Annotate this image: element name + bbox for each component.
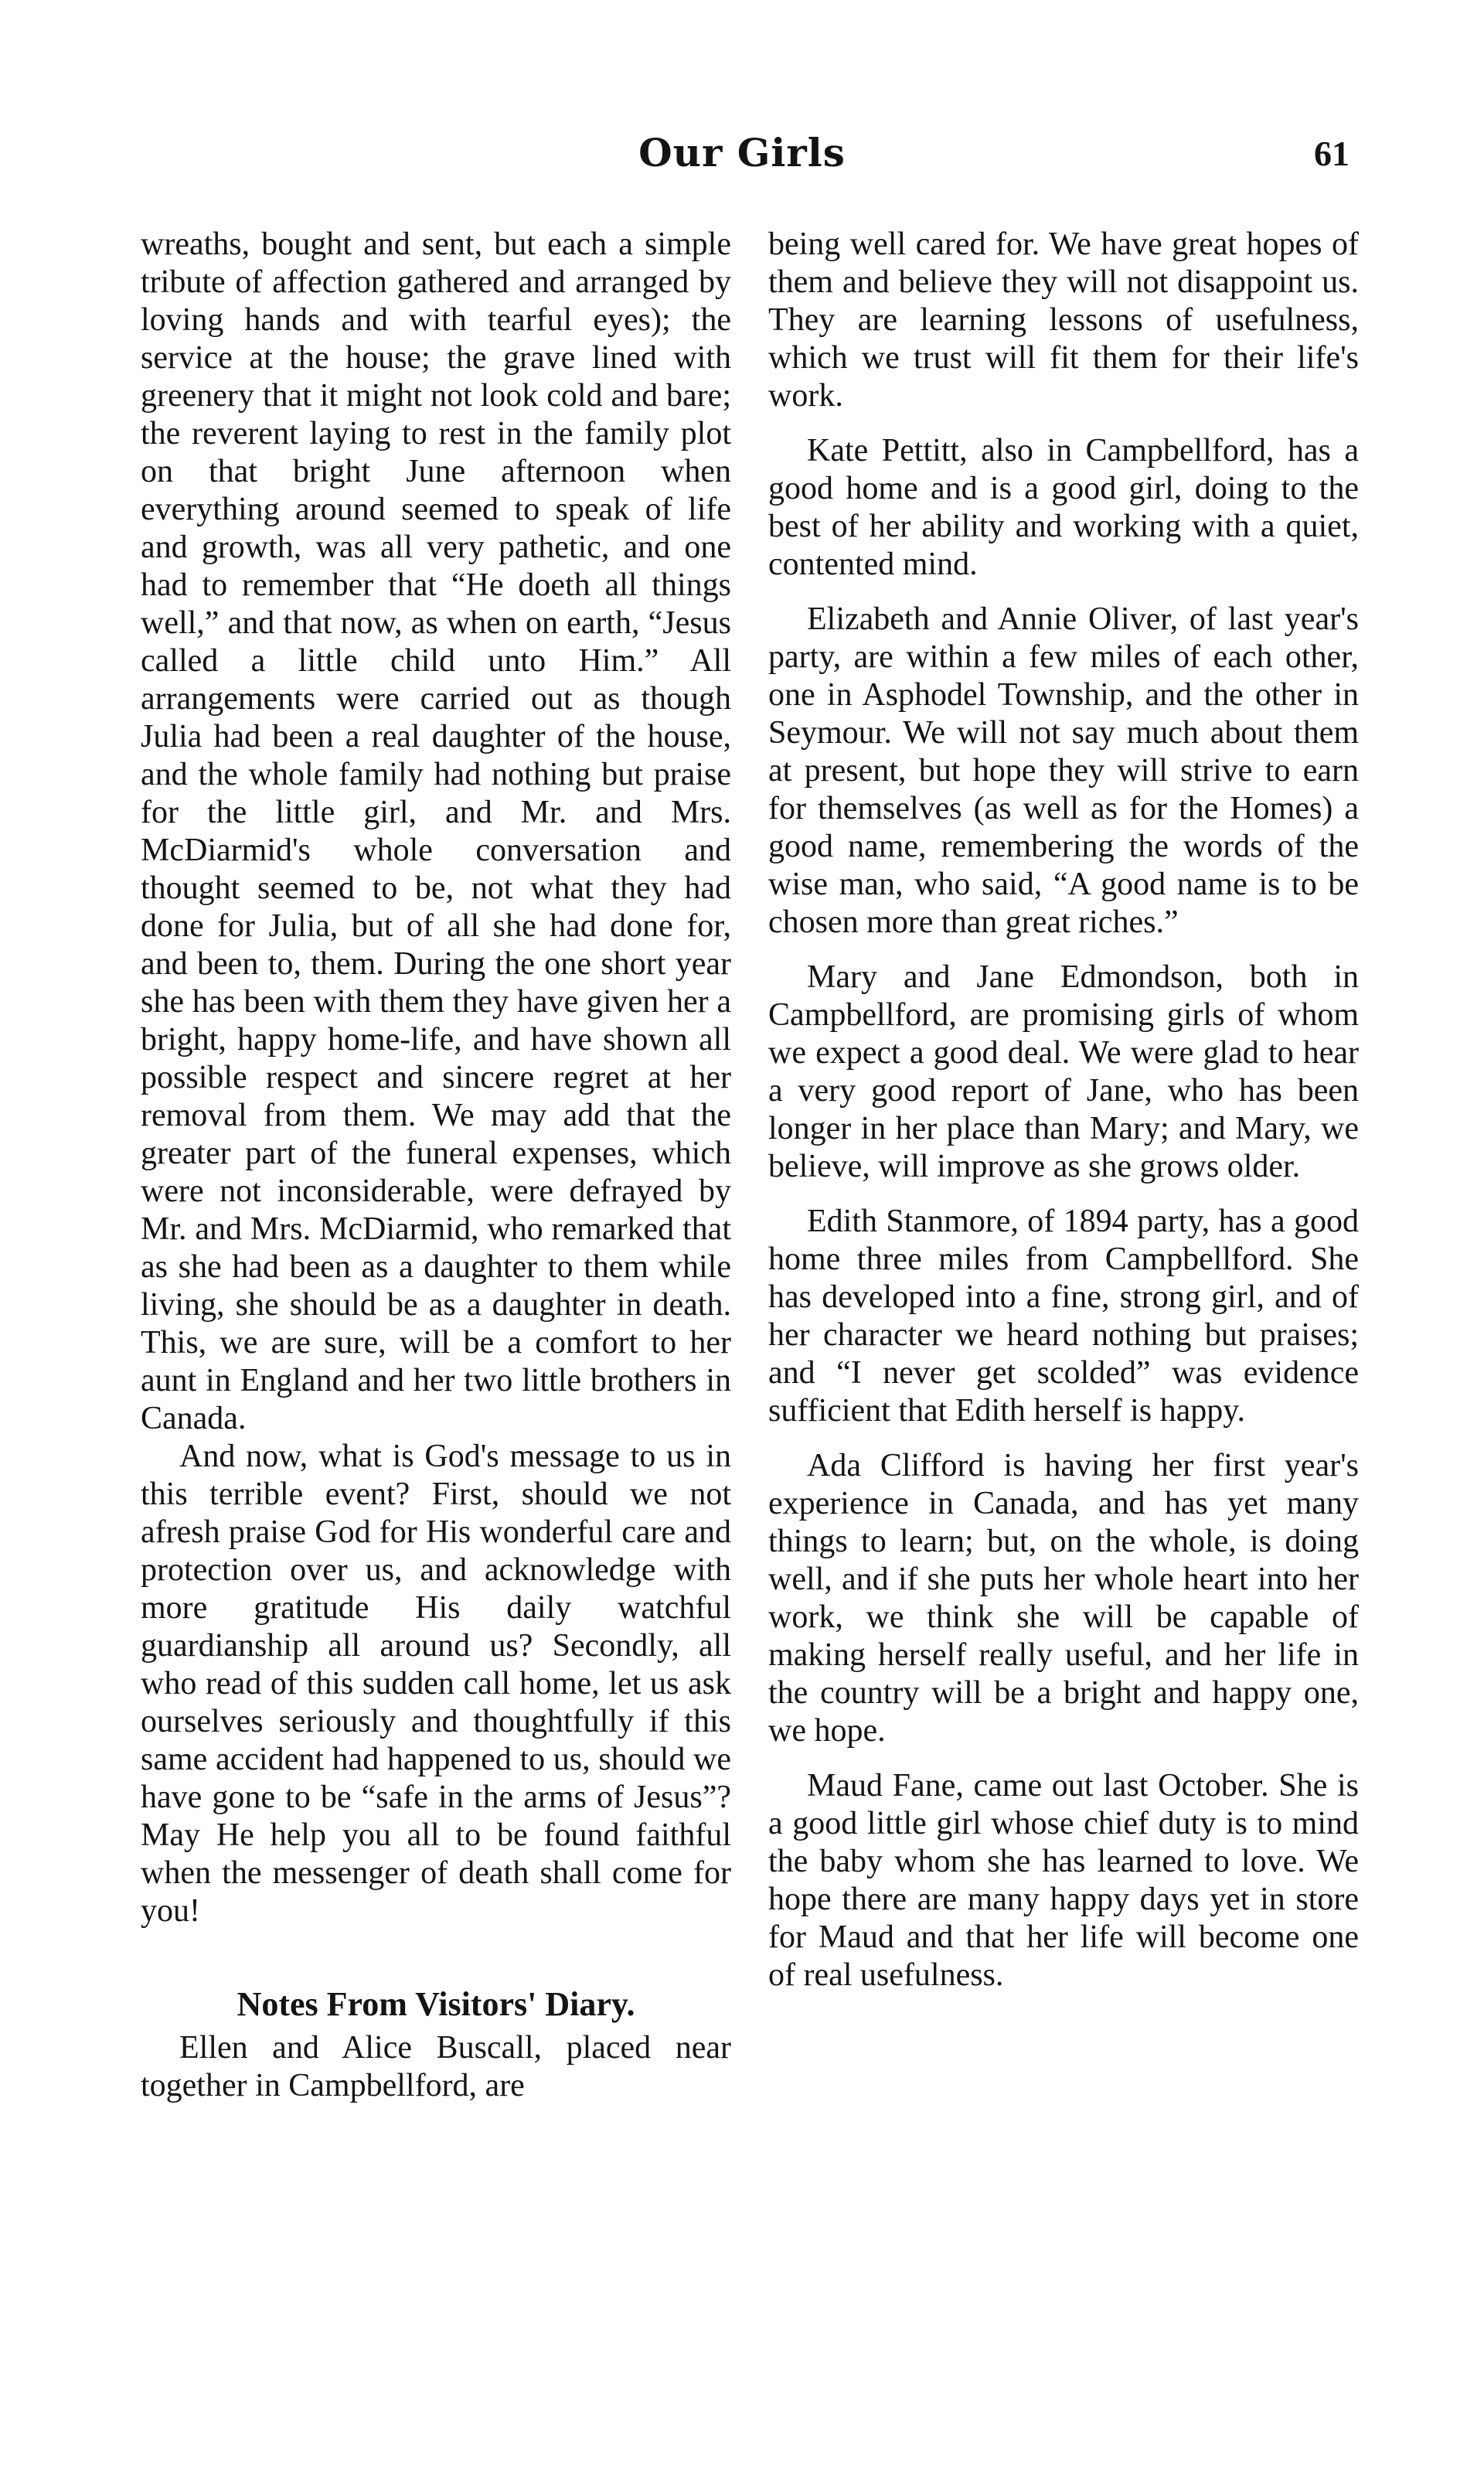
right-column [768, 226, 1359, 2011]
body-paragraph: wreaths, bought and sent, but each a simple tribute of affection gathered and arranged by loving hands and with tearful eyes); the service at the house; the grave lined with greenery that it might not look cold and bare; the reverent laying to rest in the family plot on that bright June afternoon when everything around seemed to speak of life and growth, was all very pathetic, and one had to remember that “He doeth all things well,” and that now, as when on earth, “Jesus called a little child unto Him.” All arrangements were carried out as though Julia had been a real daughter of the house, and the whole family had nothing but praise for the little girl, and Mr. and Mrs. McDiarmid's whole conversation and thought seemed to be, not what they had done for Julia, but of all she had done for, and been to, them. During the one short year she has been with them they have given her a bright, happy home-life, and have shown all possible respect and sincere regret at her removal from them. We may add that the greater part of the funeral expenses, which were not inconsiderable, were defrayed by Mr. and Mrs. McDiarmid, who remarked that as she had been as a daughter to them while living, she should be as a daughter in death. This, we are sure, will be a comfort to her aunt in England and her two little brothers in Canada. [141, 227, 731, 1436]
body-paragraph: being well cared for. We have great hopes of them and believe they will not disappoint us. They are learning lessons of usefulness, which we trust will fit them for their life's work. [768, 227, 1359, 414]
body-paragraph: Ada Clifford is having her first year's experience in Canada, and has yet many things to learn; but, on the whole, is doing well, and if she puts her whole heart into her work, we think she will be capable of making herself really useful, and her life in the country will be a bright and happy one, we hope. [768, 1448, 1359, 1749]
body-paragraph: Kate Pettitt, also in Campbellford, has a good home and is a good girl, doing to the best of her ability and working with a quiet, contented mind. [768, 433, 1359, 582]
body-paragraph: And now, what is God's message to us in this terrible event? First, should we not afresh praise God for His wonderful care and protection over us, and acknowledge with more gratitude His daily watchful guardianship all around us? Secondly, all who read of this sudden call home, let us ask ourselves seriously and thoughtfully if this same accident had happened to us, should we have gone to be “safe in the arms of Jesus”? May He help you all to be found faithful when the messenger of death shall come for you! [141, 1439, 731, 1929]
body-paragraph: Edith Stanmore, of 1894 party, has a good home three miles from Campbellford. She has developed into a fine, strong girl, and of her character we heard nothing but praises; and “I never get scolded” was evidence sufficient that Edith herself is happy. [768, 1204, 1359, 1429]
page-number: 61 [1314, 134, 1350, 173]
page-header [0, 130, 1484, 199]
section-heading: Notes From Visitors' Diary. [237, 1985, 635, 2023]
body-paragraph: Mary and Jane Edmondson, both in Campbellford, are promising girls of whom we expect a good deal. We were glad to hear a very good report of Jane, who has been longer in her place than Mary; and Mary, we believe, will improve as she grows older. [768, 959, 1359, 1184]
left-column [141, 226, 731, 2105]
body-paragraph: Ellen and Alice Buscall, placed near together in Campbellford, are [141, 2030, 731, 2103]
body-paragraph: Elizabeth and Annie Oliver, of last year's party, are within a few miles of each other, one in Asphodel Township, and the other in Seymour. We will not say much about them at present, but hope they will strive to earn for themselves (as well as for the Homes) a good name, remembering the words of the wise man, who said, “A good name is to be chosen more than great riches.” [768, 601, 1359, 940]
body-paragraph: Maud Fane, came out last October. She is a good little girl whose chief duty is to mind the baby whom she has learned to love. We hope there are many happy days yet in store for Maud and that her life will become one of real usefulness. [768, 1768, 1359, 1993]
running-title: Our Girls [638, 130, 846, 175]
